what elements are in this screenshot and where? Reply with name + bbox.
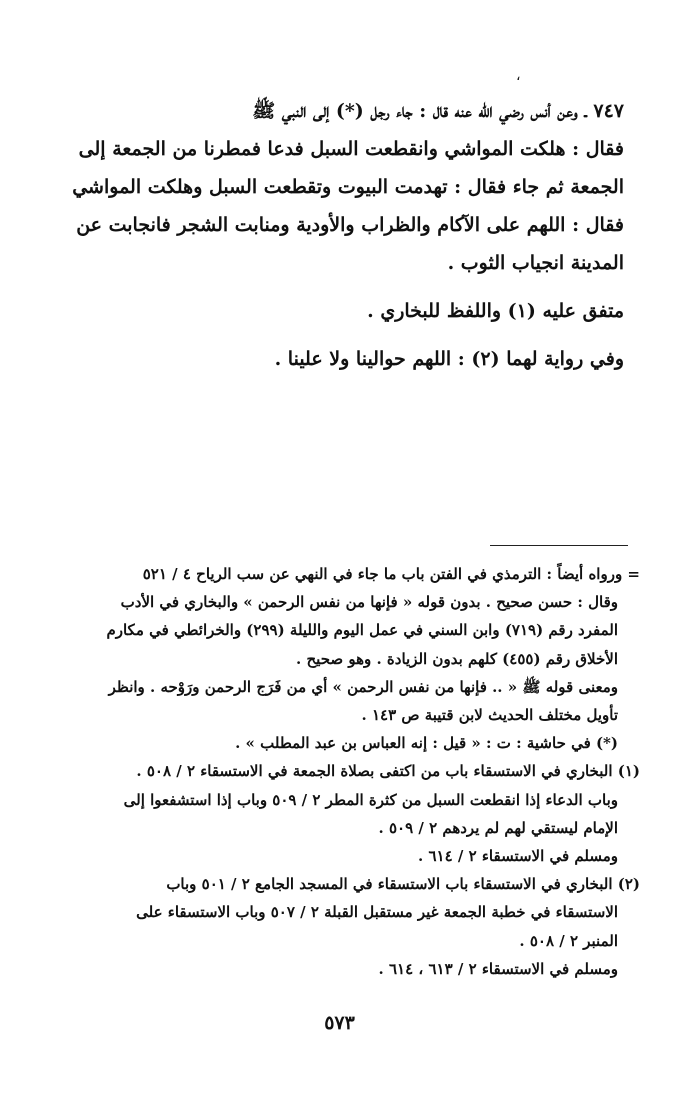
footnote-line: = ورواه أيضاً : الترمذي في الفتن باب ما جاء في النهي عن سب الرياح ٤ / ٥٢١ — [142, 565, 640, 583]
hadith-line: الجمعة ثم جاء فقال : تهدمت البيوت وتقطعت السبل وهلكت المواشي — [72, 176, 624, 198]
footnote-line: الإمام ليستقي لهم لم يردهم ٢ / ٥٠٩ . — [378, 818, 618, 837]
footnotes — [68, 560, 640, 983]
hadith-variant: وفي رواية لهما (٢) : اللهم حوالينا ولا علينا . — [274, 348, 624, 370]
hadith-line: فقال : هلكت المواشي وانقطعت السبل فدعا فمطرنا من الجمعة إلى — [78, 138, 624, 160]
footnote-line: ومسلم في الاستسقاء ٢ / ٦١٣ ، ٦١٤ . — [378, 959, 618, 978]
hadith-line: فقال : اللهم على الآكام والظراب والأودية ومنابت الشجر فانجابت عن — [76, 214, 624, 236]
footnote-divider — [490, 545, 628, 546]
footnote-line: (١) البخاري في الاستسقاء باب من اكتفى بصلاة الجمعة في الاستسقاء ٢ / ٥٠٨ . — [136, 762, 640, 781]
footnote-line: (*) في حاشية : ت : « قيل : إنه العباس بن عبد المطلب » . — [235, 734, 618, 753]
footnote-line: الاستسقاء في خطبة الجمعة غير مستقبل القبلة ٢ / ٥٠٧ وباب الاستسقاء على — [136, 903, 618, 922]
footnote-line: (٢) البخاري في الاستسقاء باب الاستسقاء في المسجد الجامع ٢ / ٥٠١ وباب — [166, 875, 640, 894]
hadith-body — [68, 92, 624, 378]
hadith-attribution: متفق عليه (١) واللفظ للبخاري . — [367, 300, 624, 322]
footnote-line: الأخلاق رقم (٤٥٥) كلهم بدون الزيادة . وهو صحيح . — [296, 649, 618, 668]
footnote-line: ومسلم في الاستسقاء ٢ / ٦١٤ . — [418, 847, 618, 866]
page-number: ٥٧٣ — [324, 1012, 355, 1034]
footnote-line: المفرد رقم (٧١٩) وابن السني في عمل اليوم والليلة (٢٩٩) والخرائطي في مكارم — [106, 621, 618, 640]
footnote-line: تأويل مختلف الحديث لابن قتيبة ص ١٤٣ . — [361, 706, 618, 725]
footnote-line: ومعنى قوله ﷺ « .. فإنها من نفس الرحمن » أي من فَرَج الرحمن ورَوْحه . وانظر — [108, 677, 618, 696]
footnote-line: وباب الدعاء إذا انقطعت السبل من كثرة المطر ٢ / ٥٠٩ وباب إذا استشفعوا إلى — [123, 790, 618, 809]
margin-mark: ، — [516, 68, 521, 84]
footnote-line: المنبر ٢ / ٥٠٨ . — [519, 931, 618, 950]
footnote-line: وقال : حسن صحيح . بدون قوله « فإنها من نفس الرحمن » والبخاري في الأدب — [120, 593, 618, 612]
hadith-line: المدينة انجياب الثوب . — [447, 252, 624, 274]
hadith-line: ٧٤٧ ـ وعن أنس رضي الله عنه قال : جاء رجل (*) إلى النبي ﷺ — [252, 100, 624, 122]
